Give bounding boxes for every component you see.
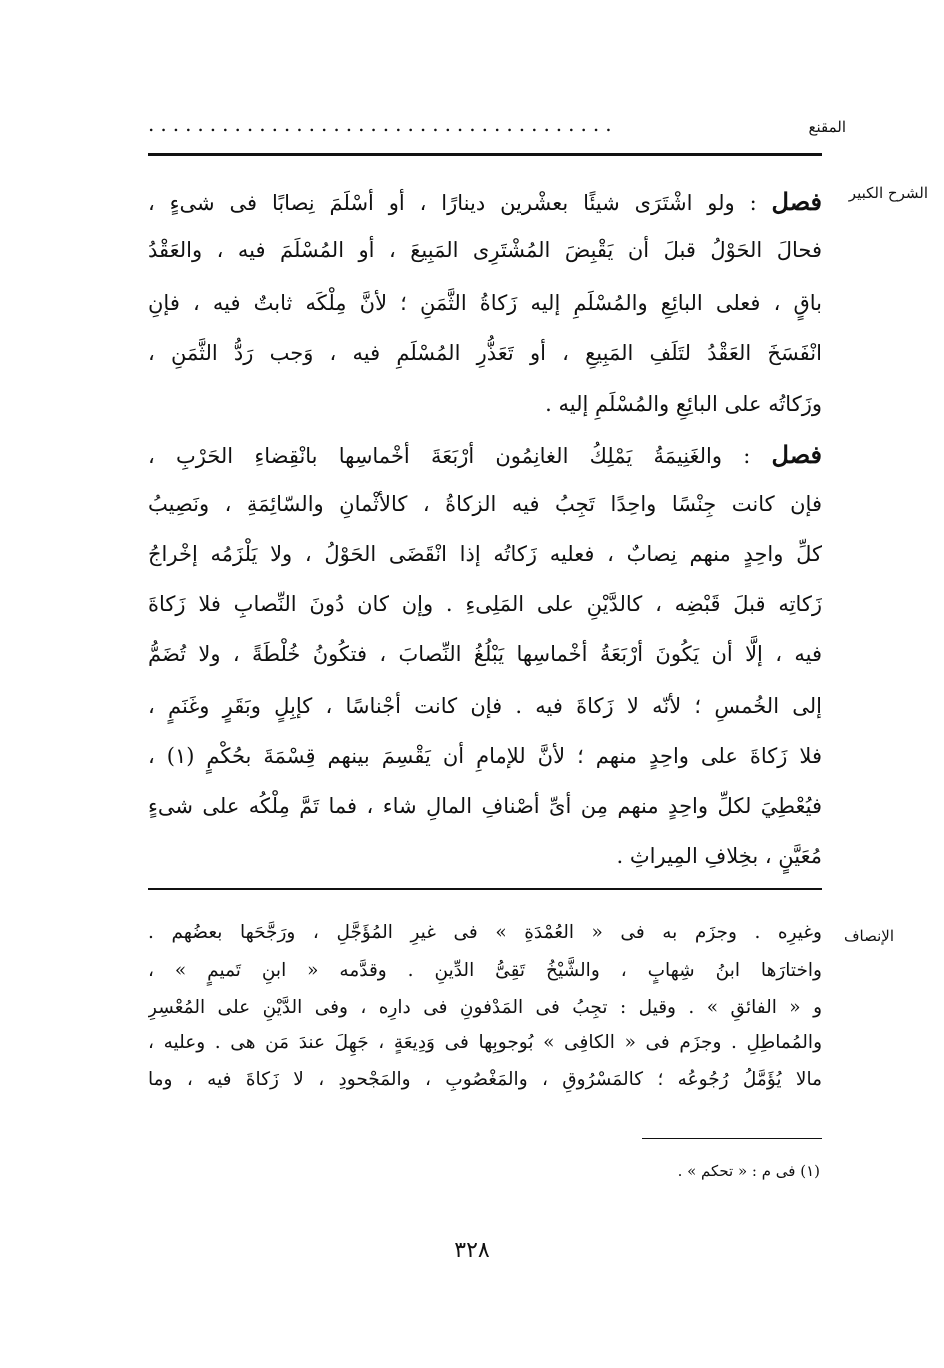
sharh-line-text: : ولو اشْتَرَى شيئًا بعشْرين دينارًا ، أو أسْلَمَ نِصابًا فى شىءٍ ، <box>148 191 772 215</box>
sharh-line <box>148 630 822 678</box>
sharh-label: الشرح الكبير <box>848 184 928 202</box>
sharh-line <box>148 782 822 830</box>
sharh-line <box>148 226 822 274</box>
sharh-line <box>148 682 822 730</box>
sharh-line <box>148 530 822 578</box>
sharh-line-text: : والغَنِيمَةُ يَمْلِكُ الغانِمُون أرْبَعَةَ أخْماسِها بانْقِضاءِ الحَرْبِ ، <box>148 444 772 468</box>
page-number: ٣٢٨ <box>454 1238 490 1263</box>
sharh-line <box>148 832 822 880</box>
sharh-line-text: وزَكاتُه على البائِعِ والمُسْلَمِ إليه . <box>545 392 822 416</box>
insaf-line: مالا يُؤَمَّلُ رُجُوعُه ؛ كالمَسْرُوقِ ، والمَغْصُوبِ ، والمَجْحودِ ، لا زَكاةَ فيه ، وما <box>148 1069 822 1090</box>
insaf-line: واختارَها ابنُ شِهابٍ ، والشَّيْخُ تَقِىُّ الدِّينِ . وقدَّمه « ابنِ تَميمٍ » ، <box>148 960 822 981</box>
sharh-line <box>148 480 822 528</box>
header-dots: ...................................... <box>148 112 618 136</box>
sharh-line <box>148 279 822 327</box>
footnote-rule <box>642 1138 822 1139</box>
sharh-line-text: فلا زَكاةَ على واحِدٍ منهم ؛ لأنَّ للإمامِ أن يَقْسِمَ بينهم قِسْمَةَ بحُكْمٍ (١) ، <box>148 744 822 768</box>
insaf-line: وغيرِه . وجزَم به فى « العُمْدَةِ » فى غيرِ المُؤَجَّلِ ، ورَجَّحَها بعضُهم . <box>148 922 822 943</box>
sharh-line-text: إلى الخُمسِ ؛ لأنّه لا زَكاةَ فيه . فإن كانت أجْناسًا ، كإبِلٍ وبَقَرٍ وغَنَمٍ ، <box>148 694 822 718</box>
sharh-line <box>148 329 822 377</box>
fasl-heading: فصل <box>771 440 822 469</box>
sharh-line-text: انْفَسَخَ العَقْدُ لتَلَفِ المَبِيعِ ، أو تَعَذُّرِ المُسْلَمِ فيه ، وَجب رَدُّ الثَّمَنِ ، <box>148 341 822 365</box>
sharh-line-text: مُعَيَّنٍ ، بخِلافِ المِيراثِ . <box>616 844 822 868</box>
sharh-line-text: فيه ، إلَّا أن يَكُونَ أرْبَعَةُ أخْماسِها يَبْلُغُ النِّصابَ ، فتكُونُ خُلْطَةً ، ولا تُضَمُّ <box>148 642 822 666</box>
header-rule <box>148 153 822 156</box>
sharh-line <box>148 732 822 780</box>
sharh-line <box>148 580 822 628</box>
sharh-line <box>148 178 822 226</box>
sharh-line-text: باقٍ ، فعلى البائِعِ والمُسْلَمِ إليه زَكاةُ الثَّمَنِ ؛ لأنَّ مِلْكَه ثابتٌ فيه ، فإنِ <box>148 291 822 315</box>
sharh-line-text: فحالَ الحَوْلُ قبلَ أن يَقْبِضَ المُشْتَرِى المَبِيعَ ، أو المُسْلَمَ فيه ، والعَقْدُ <box>148 238 822 262</box>
book-label: المقنع <box>808 118 846 136</box>
insaf-line: والمُماطِلِ . وجزَم فى « الكافِى » بُوجوبِها فى وَدِيعَةٍ ، جَهِلَ عندَ مَن هى . وعليه ، <box>148 1032 822 1053</box>
sharh-line-text: فيُعْطِيَ لكلِّ واحِدٍ منهم مِن أىِّ أصْنافِ المالِ شاء ، فما تَمَّ مِلْكُه على شىءٍ <box>148 794 822 818</box>
section-divider <box>148 888 822 890</box>
sharh-line-text: كلِّ واحِدٍ منهم نِصابٌ ، فعليه زَكاتُه إذا انْقَضَى الحَوْلُ ، ولا يَلْزَمُه إخْراجُ <box>148 542 822 566</box>
footnote: (١) فى م : « تحكم » . <box>677 1162 820 1180</box>
sharh-line <box>148 380 822 428</box>
sharh-line <box>148 431 822 479</box>
insaf-label: الإنصاف <box>843 927 894 945</box>
sharh-line-text: زَكاتِه قبلَ قَبْضِه ، كالدَّيْنِ على المَلِىءِ . وإن كان دُونَ النِّصابِ فلا زَكاةَ <box>148 592 822 616</box>
sharh-line-text: فإن كانت جِنْسًا واحِدًا تَجِبُ فيه الزكاةُ ، كالأثْمانِ والسّائِمَةِ ، ونَصِيبُ <box>148 492 822 516</box>
fasl-heading: فصل <box>771 187 822 216</box>
insaf-line: و « الفائقِ » . وقيل : تجِبُ فى المَدْفونِ فى دارِه ، وفى الدَّيْنِ على المُعْسِرِ <box>148 997 822 1018</box>
